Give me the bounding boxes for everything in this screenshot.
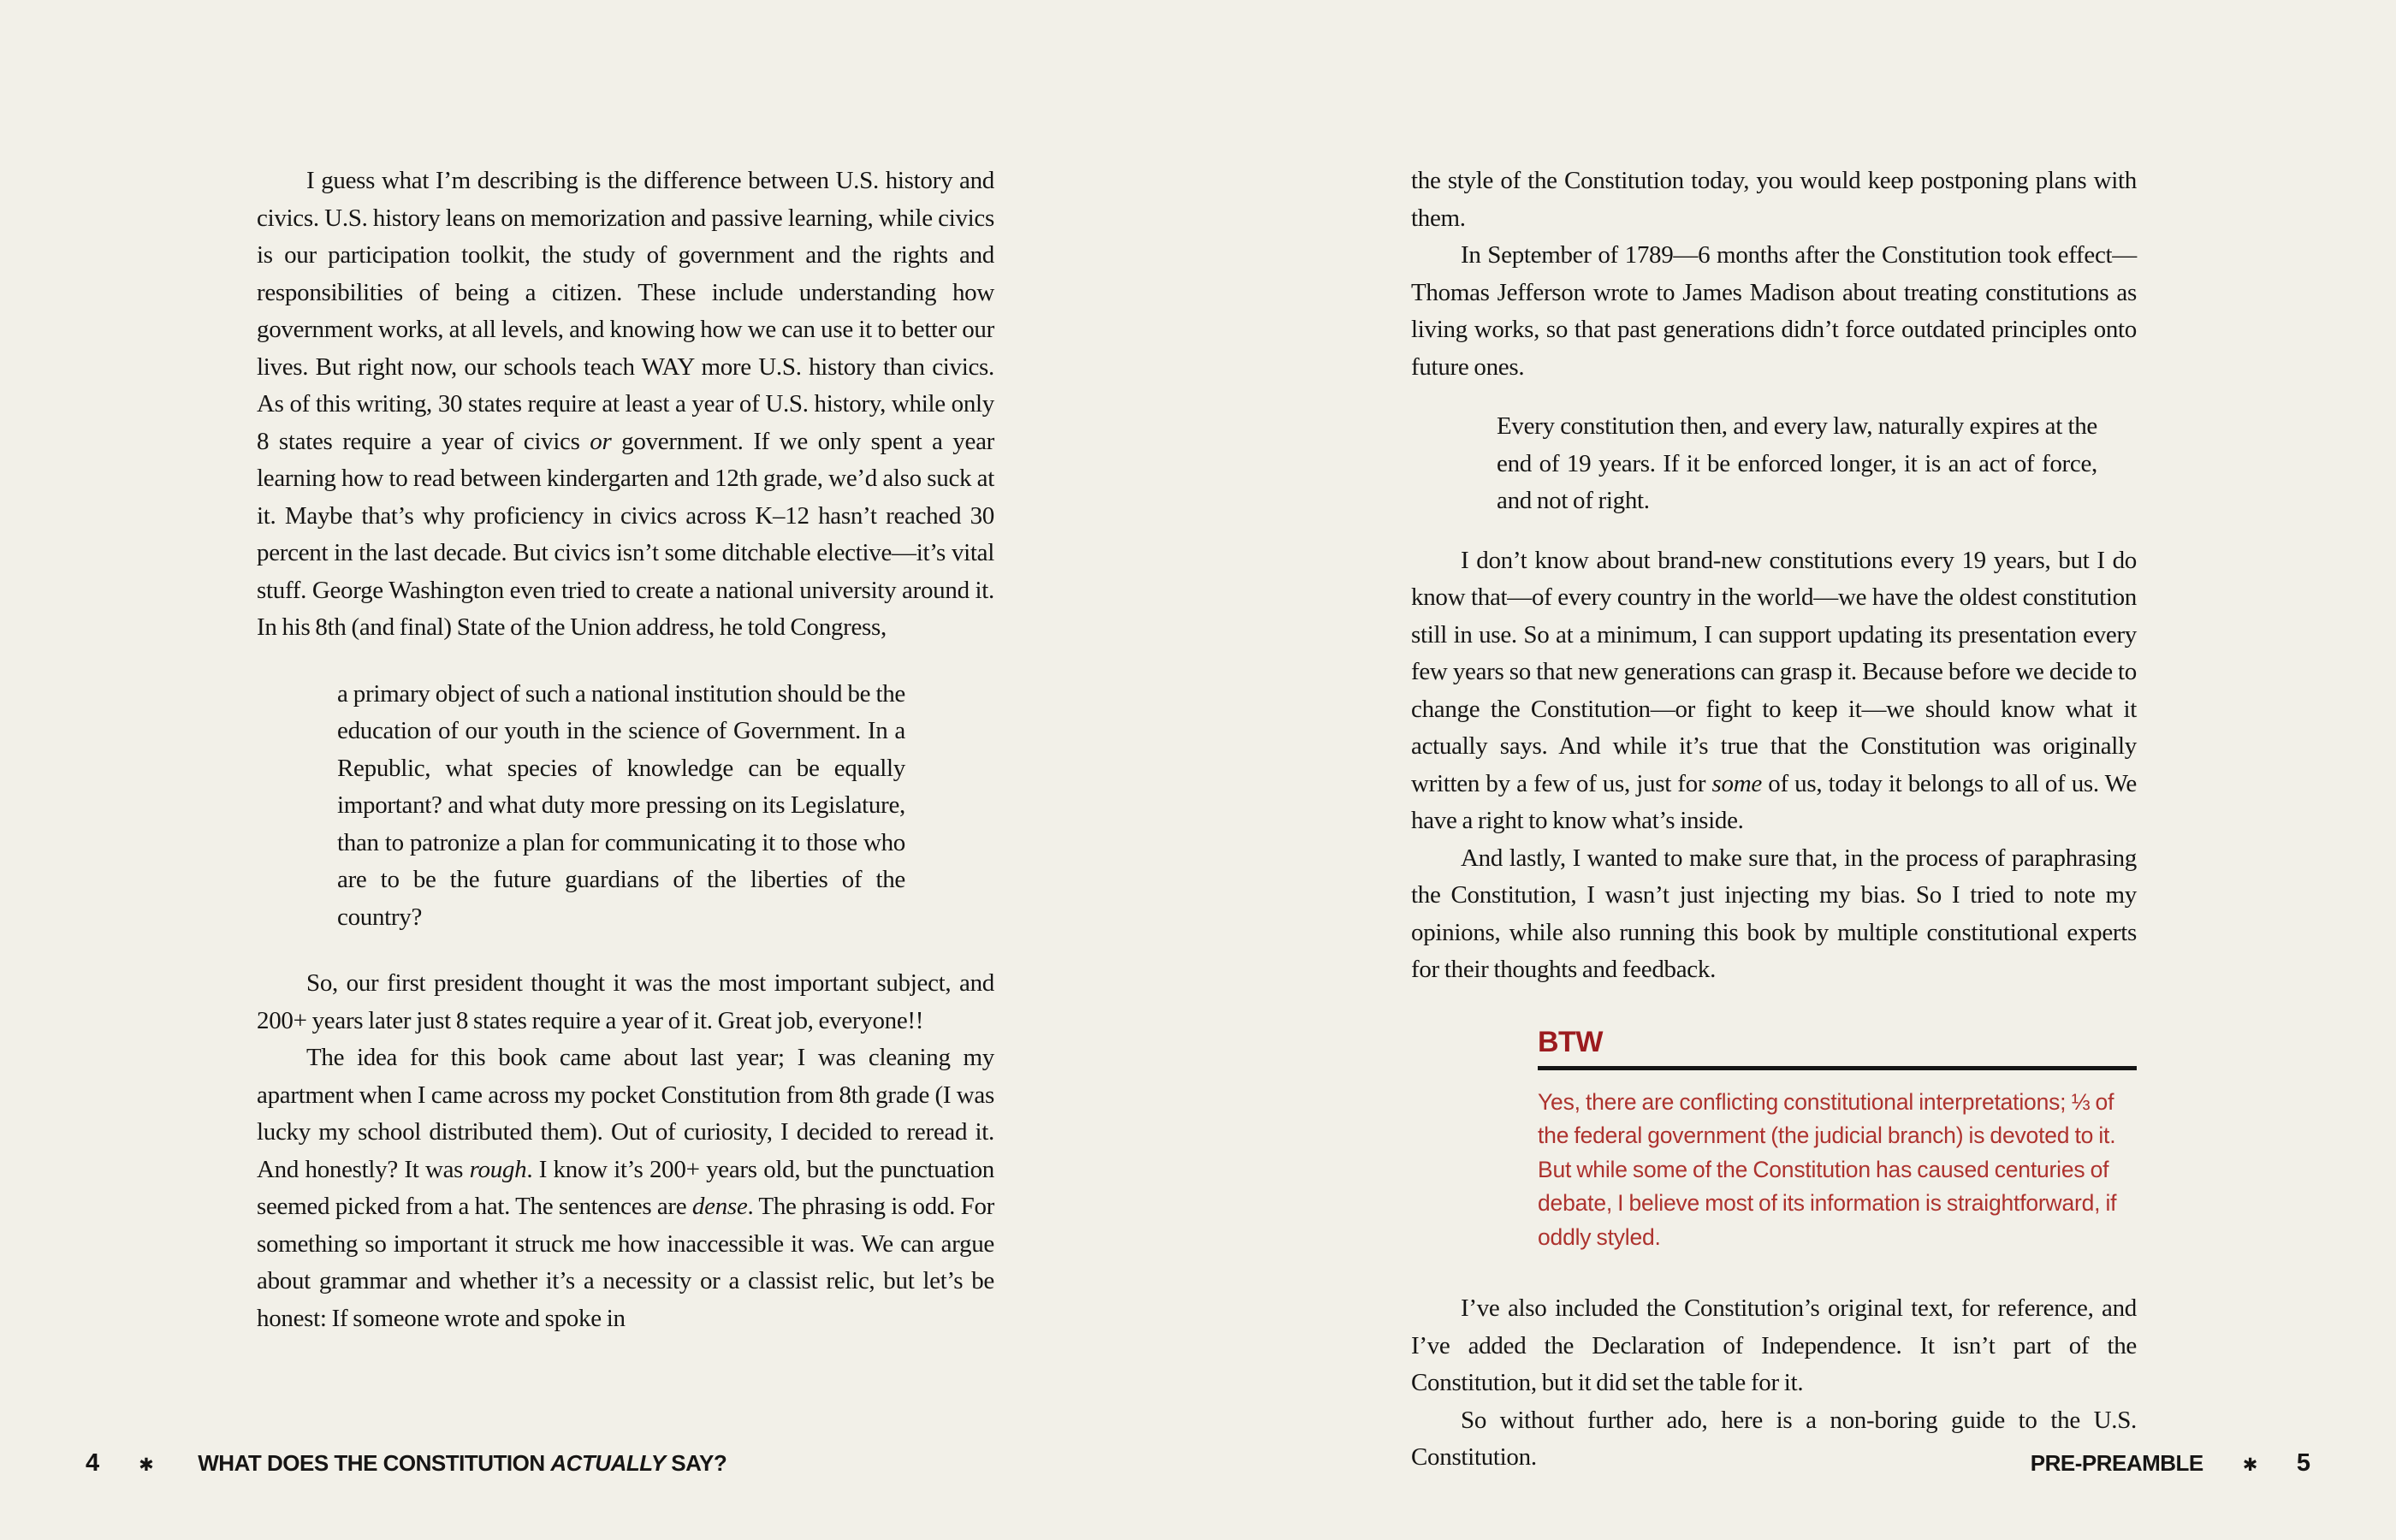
washington-quote-block: a primary object of such a national institution should be the education of our youth in the science of Government. In a Republic, what species of knowledge can be equally important? and what duty more pressing on its Legislature, than to patronize a plan for communicating it to those who are to be the future guardians of the liberties of the country?: [337, 679, 905, 931]
right-paragraph-4: And lastly, I wanted to make sure that, in the process of paraphrasing the Constitution, I wasn’t just injecting my bias. So I tried to note my opinions, while also running this book by multiple constitutional experts for their thoughts and feedback.: [1411, 844, 2137, 983]
chapter-title: PRE-PREAMBLE: [2030, 1450, 2203, 1476]
left-page-text-column: [257, 163, 994, 1337]
btw-body-text: Yes, there are conflicting constitutional interpretations; ⅓ of the federal government (the judicial branch) is devoted to it. But while some of the Constitution has caused centuries of debate, I believe most of its information is straightforward, if oddly styled.: [1538, 1088, 2117, 1250]
left-paragraph-1: I guess what I’m describing is the difference between U.S. history and civics. U.S. history leans on memorization and passive learning, while civics is our participation toolkit, the study of government and the rights and responsibilities of being a citizen. These include understanding how government works, at all levels, and knowing how we can use it to better our lives. But right now, our schools teach WAY more U.S. history than civics. As of this writing, 30 states require at least a year of U.S. history, while only 8 states require a year of civics or government. If we only spent a year learning how to read between kindergarten and 12th grade, we’d also suck at it. Maybe that’s why proficiency in civics across K–12 hasn’t reached 30 percent in the last decade. But civics isn’t some ditchable elective—it’s vital stuff. George Washington even tried to create a national university around it. In his 8th (and final) State of the Union address, he told Congress,: [257, 167, 994, 641]
right-paragraph-6: So without further ado, here is a non-boring guide to the U.S. Constitution.: [1411, 1406, 2137, 1471]
right-paragraph-2: In September of 1789—6 months after the Constitution took effect—Thomas Jefferson wrote to James Madison about treating constitutions as living works, so that past generations didn’t force outdated principles onto future ones.: [1411, 241, 2137, 381]
right-paragraph-1: the style of the Constitution today, you would keep postponing plans with them.: [1411, 167, 2137, 232]
book-title: WHAT DOES THE CONSTITUTION ACTUALLY SAY?: [198, 1450, 727, 1476]
left-running-footer: [86, 1449, 727, 1478]
asterisk-icon: ✱: [139, 1454, 154, 1475]
right-paragraph-3: I don’t know about brand-new constitutions every 19 years, but I do know that—of every country in the world—we have the oldest constitution still in use. So at a minimum, I can support updating its presentation every few years so that new generations can grasp it. Because before we decide to change the Constitution—or fight to keep it—we should know what it actually says. And while it’s true that the Constitution was originally written by a few of us, just for some of us, today it belongs to all of us. We have a right to know what’s inside.: [1411, 546, 2137, 834]
right-paragraph-5: I’ve also included the Constitution’s original text, for reference, and I’ve added the Declaration of Independence. It isn’t part of the Constitution, but it did set the table for it.: [1411, 1294, 2137, 1396]
right-page-text-column: [1411, 163, 2137, 1477]
left-page-number: 4: [86, 1449, 100, 1477]
btw-heading: BTW: [1538, 1025, 1603, 1058]
btw-divider-rule: [1538, 1066, 2137, 1070]
left-paragraph-3: The idea for this book came about last year; I was cleaning my apartment when I came across my pocket Constitution from 8th grade (I was lucky my school distributed them). Out of curiosity, I decided to reread it. And honestly? It was rough. I know it’s 200+ years old, but the punctuation seemed picked from a hat. The sentences are dense. The phrasing is odd. For something so important it struck me how inaccessible it was. We can argue about grammar and whether it’s a necessity or a classist relic, but let’s be honest: If someone wrote and spoke in: [257, 1044, 995, 1332]
asterisk-icon: ✱: [2242, 1454, 2257, 1475]
right-running-footer: [2031, 1449, 2310, 1478]
right-page-number: 5: [2296, 1449, 2310, 1477]
left-paragraph-2: So, our first president thought it was the most important subject, and 200+ years later just 8 states require a year of it. Great job, everyone!!: [257, 969, 994, 1034]
jefferson-quote-block: Every constitution then, and every law, naturally expires at the end of 19 years. If it be enforced longer, it is an act of force, and not of right.: [1497, 412, 2097, 514]
btw-callout-box: [1538, 1027, 2137, 1255]
